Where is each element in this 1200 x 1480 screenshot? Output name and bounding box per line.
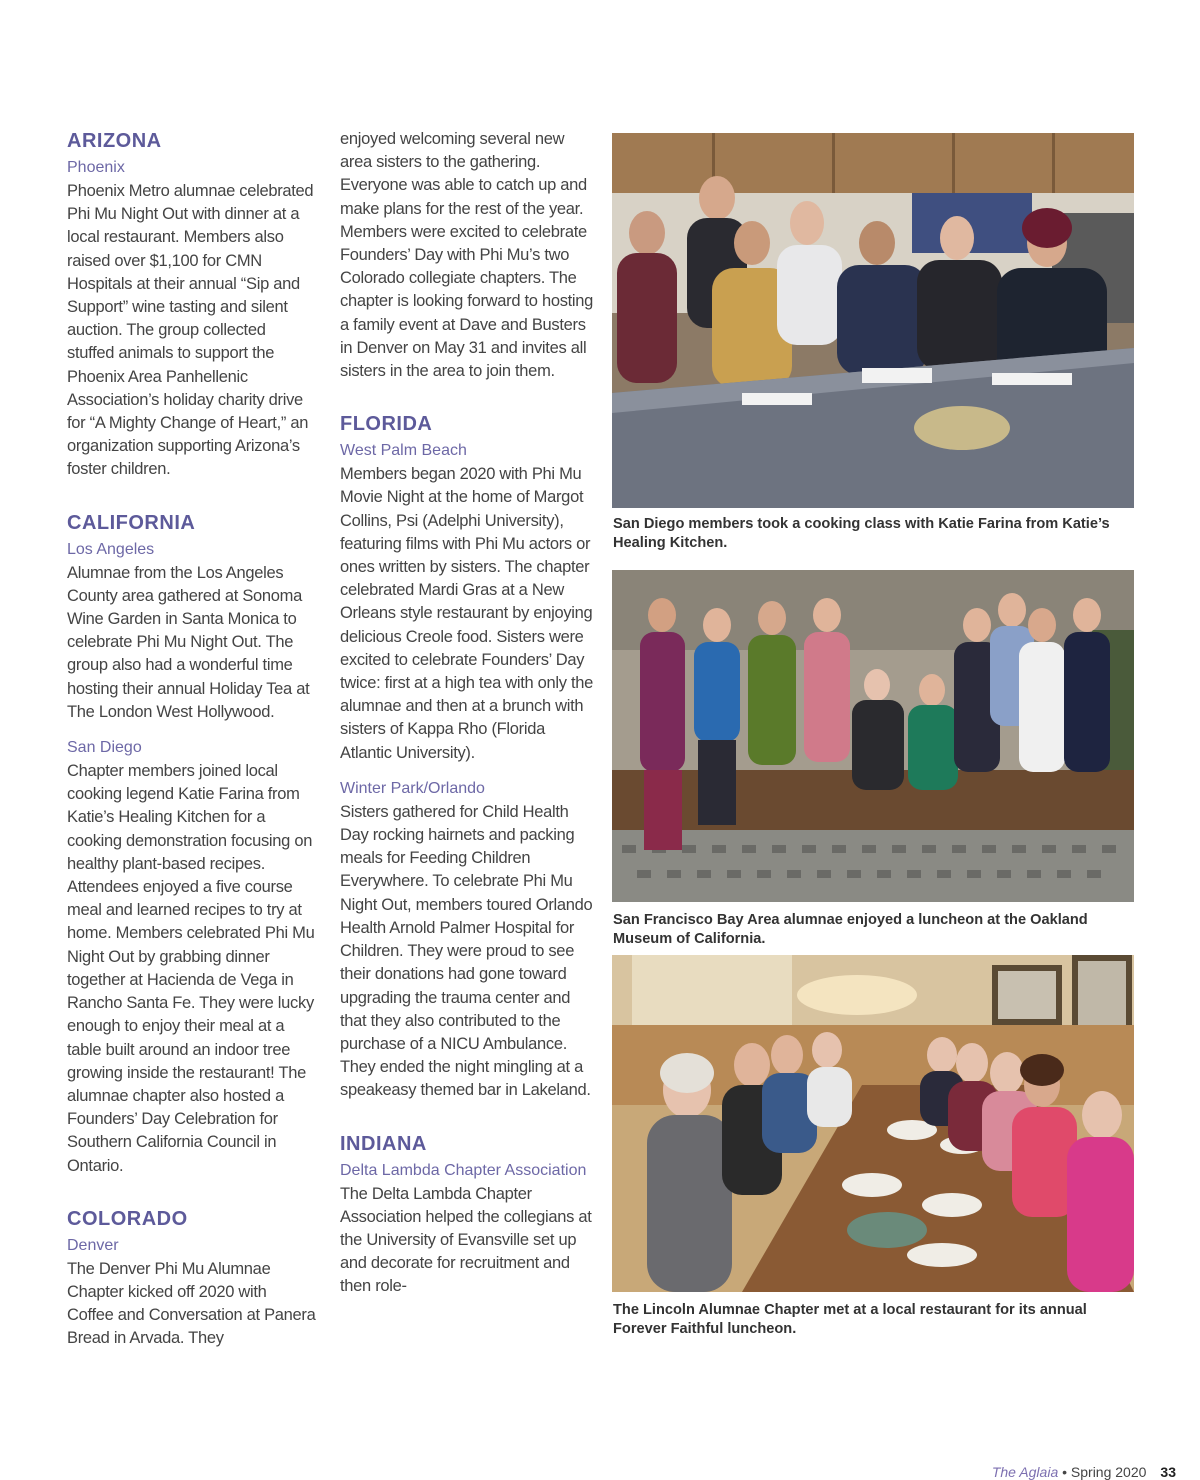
section-heading-arizona: ARIZONA [67,130,162,152]
subheading-winter-park-orlando: Winter Park/Orlando [340,779,485,797]
photo-san-francisco-luncheon [612,570,1134,902]
paragraph-denver: The Denver Phi Mu Alumnae Chapter kicked off 2020 with Coffee and Conversation at Panera Bread in Arvada. They [67,1259,316,1348]
photo-lincoln-luncheon [612,955,1134,1292]
column-left [67,128,317,1351]
page-number: 33 [1160,1464,1176,1480]
photo-caption-san-diego: San Diego members took a cooking class with Katie Farina from Katie’s Healing Kitchen. [613,516,1110,551]
issue-label: • Spring 2020 [1058,1464,1147,1480]
paragraph-phoenix: Phoenix Metro alumnae celebrated Phi Mu Night Out with dinner at a local restaurant. Members also raised over $1,100 for CMN Hospitals at their annual “Sip and Support” wine tasting and silent auction. The group collected stuffed animals to support the Phoenix Area Panhellenic Association’s holiday charity drive for “A Mighty Change of Heart,” an organization supporting Arizona’s foster children. [67,182,314,479]
subheading-delta-lambda: Delta Lambda Chapter Association [340,1161,587,1179]
section-heading-colorado: COLORADO [67,1207,188,1230]
paragraph-denver-continued: enjoyed welcoming several new area sisters to the gathering. Everyone was able to catch up and make plans for the rest of the year. Members were excited to celebrate Founders’ Day with Phi Mu’s two Colorado collegiate chapters. The chapter is looking forward to hosting a family event at Dave and Busters in Denver on May 31 and invites all sisters in the area to join them. [340,130,594,381]
photo-caption-san-francisco: San Francisco Bay Area alumnae enjoyed a luncheon at the Oakland Museum of California. [613,912,1088,947]
paragraph-delta-lambda: The Delta Lambda Chapter Association helped the collegians at the University of Evansville set up and decorate for recruitment and then role- [340,1184,592,1296]
subheading-san-diego: San Diego [67,739,142,757]
page-footer [992,1464,1176,1480]
subheading-west-palm-beach: West Palm Beach [340,442,467,460]
section-heading-indiana: INDIANA [340,1132,427,1155]
section-heading-california: CALIFORNIA [67,511,196,534]
paragraph-west-palm-beach: Members began 2020 with Phi Mu Movie Night at the home of Margot Collins, Psi (Adelphi University), featuring films with Phi Mu actors or ones written by sisters. The chapter celebrated Mardi Gras at a New Orleans style restaurant by enjoying delicious Creole food. Sisters were excited to celebrate Founders’ Day twice: first at a high tea with only the alumnae and then at a brunch with sisters of Kappa Rho (Florida Atlantic University). [340,465,594,762]
section-heading-florida: FLORIDA [340,413,433,436]
magazine-title: The Aglaia [991,1464,1059,1480]
subheading-los-angeles: Los Angeles [67,540,155,558]
paragraph-los-angeles: Alumnae from the Los Angeles County area gathered at Sonoma Wine Garden in Santa Monica to celebrate Phi Mu Night Out. The group also had a wonderful time hosting their annual Holiday Tea at The London West Hollywood. [67,563,310,721]
column-middle [340,128,595,1299]
photo-san-diego-cooking-class [612,133,1134,508]
paragraph-winter-park-orlando: Sisters gathered for Child Health Day rocking hairnets and packing meals for Feeding Children Everywhere. To celebrate Phi Mu Night Out, members toured Orlando Health Arnold Palmer Hospital for Children. They were proud to see their donations had gone toward upgrading the trauma center and that they also contributed to the purchase of a NICU Ambulance. They ended the night mingling at a speakeasy themed bar in Lakeland. [340,802,593,1100]
subheading-phoenix: Phoenix [67,159,125,176]
subheading-denver: Denver [67,1236,119,1254]
paragraph-san-diego: Chapter members joined local cooking legend Katie Farina from Katie’s Healing Kitchen for a cooking demonstration focusing on healthy plant-based recipes. Attendees enjoyed a five course meal and learned recipes to try at home. Members celebrated Phi Mu Night Out by grabbing dinner together at Hacienda de Vega in Rancho Santa Fe. They were lucky enough to enjoy their meal at a table built around an indoor tree growing inside the restaurant! The alumnae chapter also hosted a Founders’ Day Celebration for Southern California Council in Ontario. [67,762,315,1175]
photo-caption-lincoln: The Lincoln Alumnae Chapter met at a local restaurant for its annual Forever Faithful luncheon. [613,1302,1087,1337]
